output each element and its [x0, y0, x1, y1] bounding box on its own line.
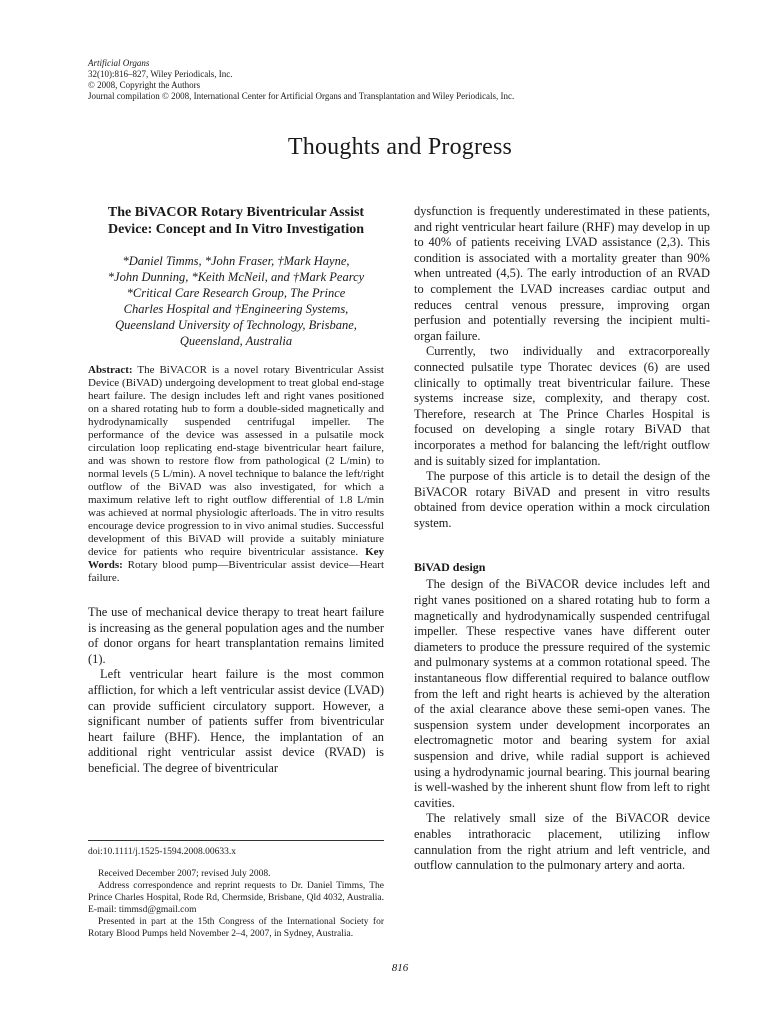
- author-affiliations: [88, 253, 384, 349]
- affiliation-line: Queensland University of Technology, Brisbane,: [115, 318, 357, 332]
- affiliation-line: *Critical Care Research Group, The Prince: [126, 286, 346, 300]
- right-column: [414, 204, 710, 874]
- body-paragraph: Currently, two individually and extracorporeally connected pulsatile type Thoratec devices (6) are used clinically to optimally treat biventricular failure. These systems increase size, complexity, and therapy cost. Therefore, research at The Prince Charles Hospital is focused on developing a single rotary BiVAD that incorporates a method for balancing the left/right outflow and is suitably sized for implantation.: [414, 344, 710, 468]
- footnote-correspondence: Address correspondence and reprint requests to Dr. Daniel Timms, The Prince Charles Hospital, Rode Rd, Chermside, Brisbane, Qld 4032, Australia. E-mail: timmsd@gmail.com: [88, 881, 384, 915]
- left-column: [88, 204, 384, 777]
- body-paragraph: Left ventricular heart failure is the most common affliction, for which a left ventricular assist device (LVAD) can provide sufficient circulatory support. However, a significant number of patients suffer from biventricular heart failure (BHF). Hence, the implantation of an additional right ventricular assist device (RVAD) is beneficial. The degree of biventricular: [88, 667, 384, 775]
- footnote-received: Received December 2007; revised July 2008.: [98, 869, 271, 879]
- page-number: 816: [391, 962, 409, 974]
- article-title: The BiVACOR Rotary Biventricular Assist Device: Concept and In Vitro Investigation: [107, 205, 365, 237]
- journal-volume: 32(10):816–827, Wiley Periodicals, Inc.: [88, 69, 233, 79]
- body-paragraph: The use of mechanical device therapy to treat heart failure is increasing as the general population ages and the number of donor organs for heart transplantation remains limited (1).: [88, 605, 384, 666]
- journal-name: Artificial Organs: [88, 58, 150, 68]
- footnote-presented: Presented in part at the 15th Congress of the International Society for Rotary Blood Pumps held November 2–4, 2007, in Sydney, Australia.: [88, 917, 384, 939]
- body-paragraph: The purpose of this article is to detail the design of the BiVACOR rotary BiVAD and present in vitro results obtained from device operation within a mock circulation system.: [414, 469, 710, 530]
- section-title: Thoughts and Progress: [287, 134, 513, 160]
- affiliation-line: Charles Hospital and †Engineering Systems,: [123, 302, 349, 316]
- body-paragraph: The relatively small size of the BiVACOR device enables intrathoracic placement, utilizing inflow cannulation from the right atrium and left ventricle, and outflow cannulation to the pulmonary artery and aorta.: [414, 811, 710, 873]
- subheading-bivad-design: BiVAD design: [414, 560, 486, 575]
- doi-link[interactable]: doi:10.1111/j.1525-1594.2008.00633.x: [88, 847, 237, 857]
- compilation-line: Journal compilation © 2008, International Center for Artificial Organs and Transplantation and Wiley Periodicals, Inc.: [88, 91, 515, 101]
- footnotes: [88, 840, 384, 940]
- body-paragraph: dysfunction is frequently underestimated in these patients, and right ventricular heart failure (RHF) may develop in up to 40% of patients receiving LVAD assistance (2,3). This condition is associated with a mortality greater than 90% when untreated (4,5). The early introduction of an RVAD to complement the LVAD increases cardiac output and reduces central venous pressure, improving organ perfusion and potentially reversing the incipient multi-organ failure.: [414, 204, 710, 343]
- abstract-text: The BiVACOR is a novel rotary Biventricular Assist Device (BiVAD) undergoing development to treat global end-stage heart failure. The design includes left and right vanes positioned on a shared rotating hub to form a double-sided magnetically and hydrodynamically suspended centrifugal impeller. The performance of the device was assessed in a pulsatile mock circulation loop replicating end-stage biventricular heart failure, and was shown to restore flow from pathological (2 L/min) to normal levels (5 L/min). A novel technique to balance the left/right outflow of the BiVAD was also investigated, for which a maximum relative left to right outflow differential of 1.8 L/min was achieved at normal physiologic afterloads. The in vitro results encourage device progression to in vivo animal studies. Successful development of this BiVAD will provide a suitably miniature device for patients who require biventricular assistance.: [88, 364, 384, 558]
- author-line: *John Dunning, *Keith McNeil, and †Mark Pearcy: [107, 270, 365, 284]
- body-paragraph: The design of the BiVACOR device includes left and right vanes positioned on a shared rotating hub to form a magnetically and hydrodynamically suspended centrifugal impeller. These respective vanes have different outer diameters to produce the pressure required of the systemic and pulmonary systems at a common rotational speed. The instantaneous flow differential required to balance outflow from the left and right hearts is achieved by the alteration of the axial clearance above these semi-open vanes. The suspension system under development incorporates an electromagnetic motor and bearing system for axial suspension and drive, while radial support is achieved using a hydrodynamic journal bearing. This journal bearing is well-washed by the inherent shunt flow from left to right cavities.: [414, 577, 710, 810]
- author-line: *Daniel Timms, *John Fraser, †Mark Hayne,: [122, 254, 350, 268]
- keywords-label: Key Words:: [88, 546, 385, 571]
- journal-masthead: [88, 58, 688, 102]
- affiliation-line: Queensland, Australia: [179, 334, 293, 348]
- copyright-line: © 2008, Copyright the Authors: [88, 80, 201, 90]
- abstract: [88, 364, 384, 585]
- keywords-text: Rotary blood pump—Biventricular assist device—Heart failure.: [88, 559, 385, 584]
- abstract-label: Abstract:: [88, 364, 133, 376]
